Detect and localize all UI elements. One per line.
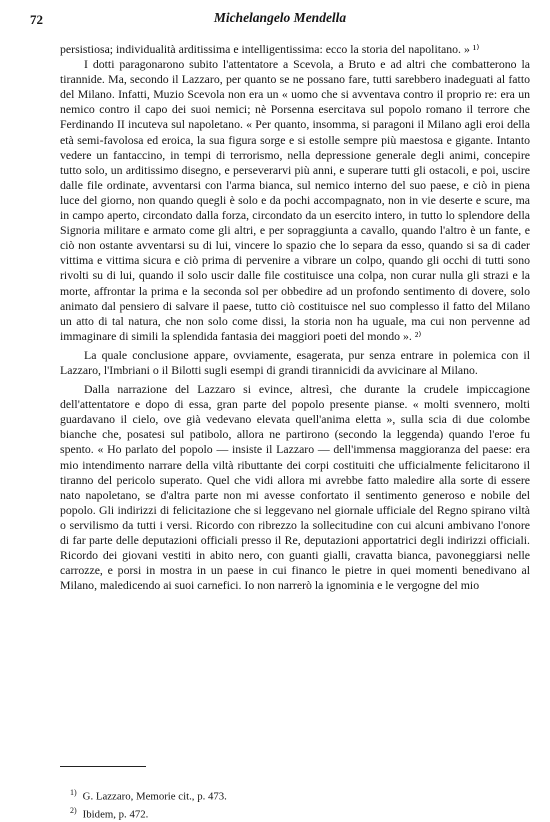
paragraph: I dotti paragonarono subito l'attentatore a Scevola, a Bruto e ad altri che combatterono la tirannide. Ma, secondo il Lazzaro, per quanto se ne possano fare, tutti sarebbero inadeguati al fatto del Milano. Infatti, Muzio Scevola non era un « uomo che si avventava contro il proprio re: era un nemico contro il capo dei suoi nemici; nè Porsenna esercitava sul popolo romano il terrore che Ferdinando II incuteva sul napoletano. « Per quanto, insomma, si paragoni il Milano agli eroi della età semi-favolosa ed eroica, la sua figura sorge e si estolle sempre più maestosa e gigante. Intanto vedere un fantaccino, in tempi di terrorismo, nella depressione generale degli animi, concepire tutto solo, un arditissimo disegno, e perseverarvi più anni, e superare tutti gli ostacoli, e poi, uscire dalle file ordinate, avventarsi con l'arma bianca, sul nemico interno del suo paese, e ciò in piena luce del giorno, non quando quegli è solo e da pochi accompagnato, non in vie deserte e scure, ma in campo aperto, circondato dalla forza, circondato da un esercito intero, in tutto lo splendore della Signoria militare e armato come gli altri, e per sopraggiunta a cavallo, quando l'altro è un fante, e ciò non ostante avventarsi su di lui, vincere lo spazio che lo separa da esso, quando si sa di cader vittima e vittima sicura e ciò prima di pervenire a vibrare un colpo, quando gli occhi di tutti sono rivolti su di lui, quando il solo uscir dalle file costituisce una colpa, non curar nulla gli strazi e la morte, affrontar la prima e la seconda sol per obbedire ad un profondo sentimento di dovere, solo animato dal pensiero di salvare il paese, tutto ciò costituisce nel suo complesso il fatto del Milano un atto di tal natura, che non solo come dissi, la storia non ha uguale, ma cui non pervenne ad immaginare di simili la splendida fantasia dei maggiori poeti del mondo ». ²⁾: [60, 57, 530, 343]
page-number: 72: [30, 12, 43, 27]
running-head: Michelangelo Mendella: [213, 10, 347, 25]
footnote: [70, 786, 510, 804]
footnote-divider: [60, 766, 146, 767]
footnote: [70, 804, 510, 822]
paragraph: La quale conclusione appare, ovviamente, esagerata, pur senza entrare in polemica con il Lazzaro, l'Imbriani o il Bilotti sugli esempi di grandi tirannicidi da avvicinare al Milano.: [60, 347, 530, 377]
footnote-mark: 2): [70, 805, 77, 815]
footnote-mark: 1): [70, 788, 77, 797]
footnotes: [70, 786, 510, 821]
footnote-text: G. Lazzaro, Memorie cit., p. 473.: [82, 790, 227, 803]
paragraph: Dalla narrazione del Lazzaro si evince, altresì, che durante la crudele impiccagione dell'attentatore e dopo di essa, gran parte del popolo presente pianse. « molti svennero, molti guardavano il cielo, ove già vedevano elevata quell'anima eletta », sulla scia di due colombe bianche che, posatesi sul patibolo, allora ne partirono (secondo la leggenda) quando l'eroe fu spento. « Ho parlato del popolo — insiste il Lazzaro — dell'immensa maggioranza del paese: era mio intendimento narrare della viltà ributtante dei corpi costituiti che ufficialmente felicitarono il tiranno del pericolo superato. Quel che vidi allora mi avrebbe fatto maledire alla sorte di essere nato napoletano, se d'altra parte non mi avesse confortato il sentimento generoso e nobile del popolo. Gli indirizzi di felicitazione che si leggevano nel giornale ufficiale del Regno spirano viltà o servilismo da tutti i versi. Ricordo con ribrezzo la sollecitudine con cui alcuni ambivano l'onore di far parte delle deputazioni officiali presso il Re, deputazioni apportatrici degli indirizzi officiali. Ricordo dei giovani vestiti in abito nero, con guanti gialli, cravatta bianca, pavoneggiarsi nelle carrozze, e porsi in mostra in un paese in cui financo le pietre in quei momenti benedivano al Milano, maledicendo ai suoi carnefici. Io non narrerò la ignominia e le vergogne del mio: [60, 382, 530, 593]
paragraph-continuation: persistiosa; individualità arditissima e intelligentissima: ecco la storia del napolitano. » ¹⁾: [60, 42, 480, 56]
page-header: [30, 8, 530, 32]
footnote-text: Ibidem, p. 472.: [82, 808, 149, 821]
body-text: [60, 42, 530, 593]
